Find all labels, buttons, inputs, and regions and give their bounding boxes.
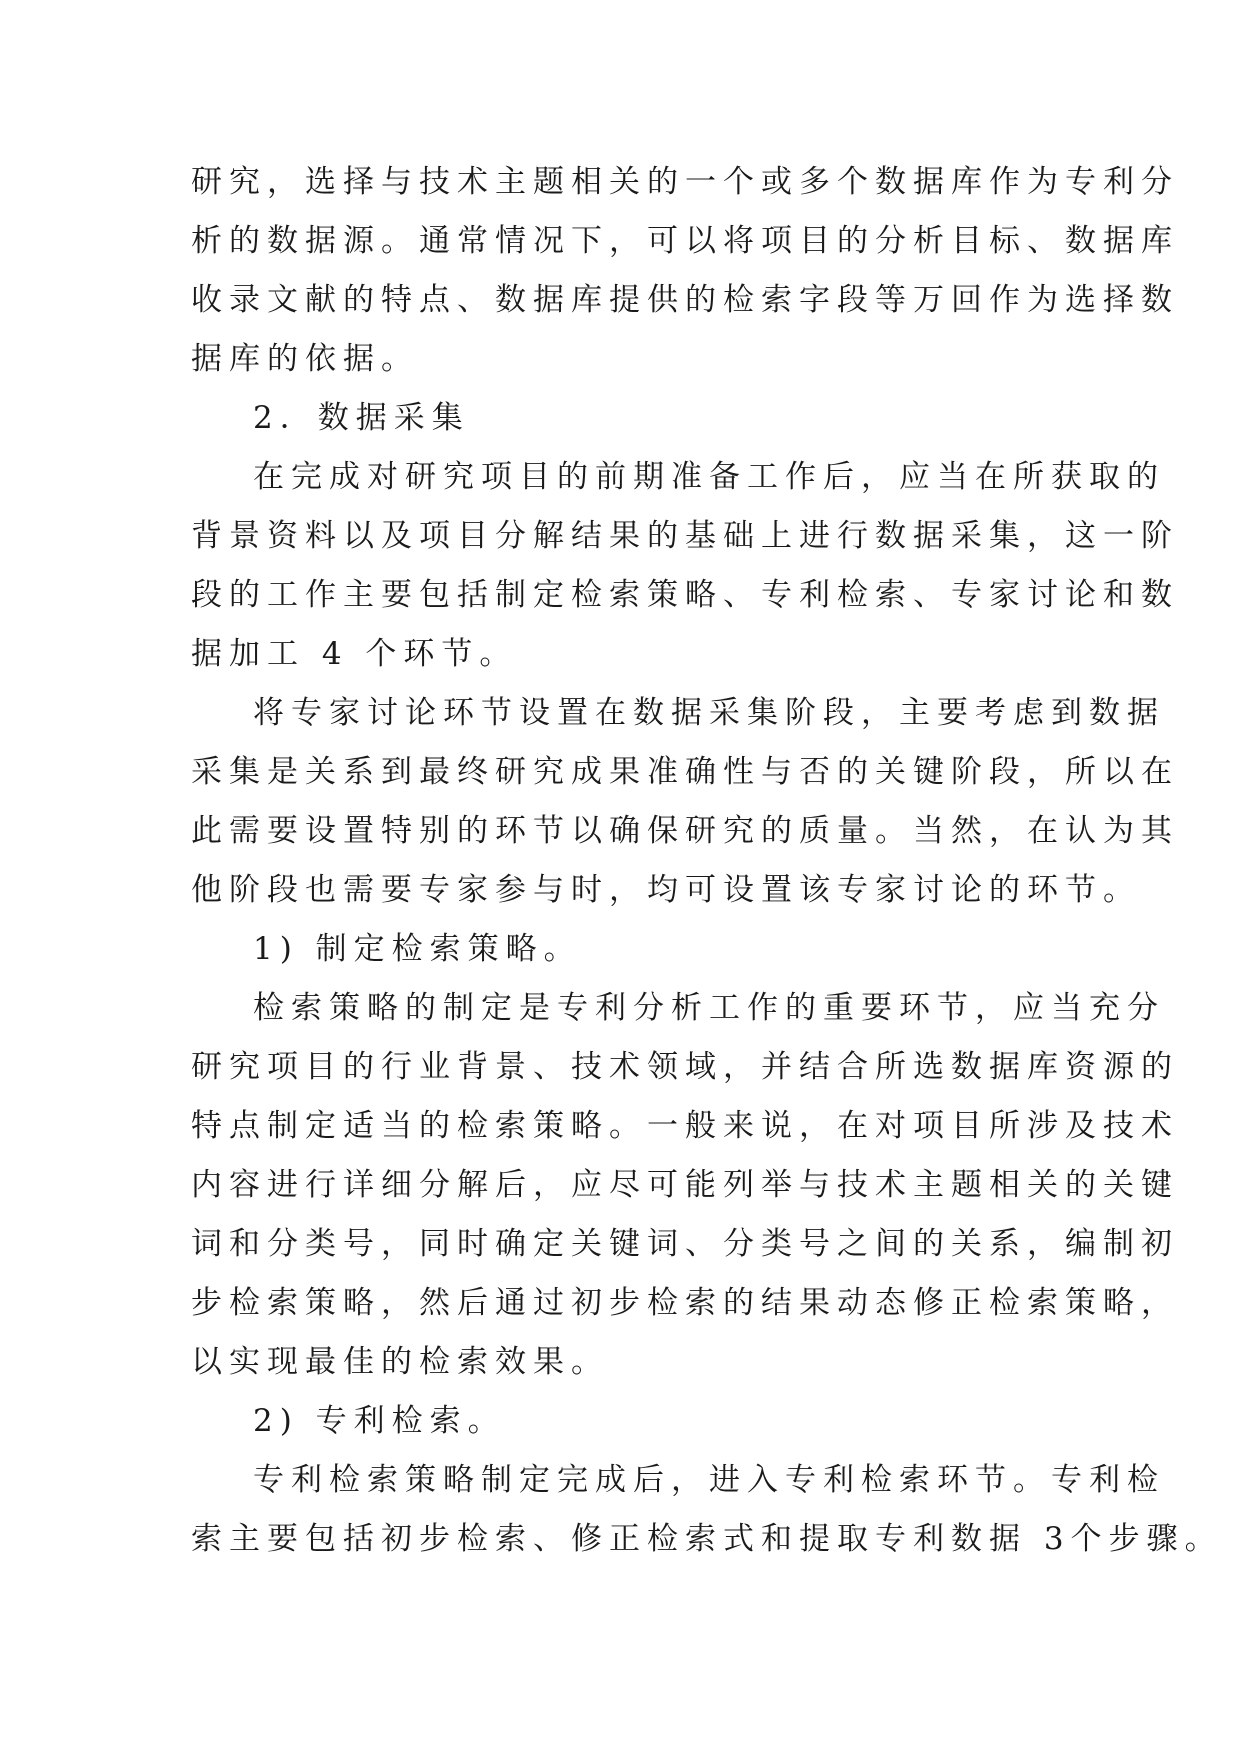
text-line: 此需要设置特别的环节以确保研究的质量。当然，在认为其 (191, 813, 1179, 849)
text-line: 采集是关系到最终研究成果准确性与否的关键阶段，所以在 (191, 754, 1179, 790)
text-line: 内容进行详细分解后，应尽可能列举与技术主题相关的关键 (191, 1167, 1179, 1203)
text-line: 步检索策略，然后通过初步检索的结果动态修正检索策略， (191, 1285, 1179, 1321)
text-line: 1) 制定检索策略。 (253, 931, 582, 967)
text-line: 在完成对研究项目的前期准备工作后，应当在所获取的 (253, 459, 1165, 495)
text-line: 2) 专利检索。 (253, 1403, 506, 1439)
text-line: 将专家讨论环节设置在数据采集阶段，主要考虑到数据 (253, 695, 1165, 731)
text-line: 析的数据源。通常情况下，可以将项目的分析目标、数据库 (191, 223, 1179, 259)
text-line: 2．数据采集 (253, 400, 470, 436)
text-line: 词和分类号，同时确定关键词、分类号之间的关系，编制初 (191, 1226, 1179, 1262)
text-line: 据加工 4 个环节。 (191, 636, 518, 672)
text-line: 段的工作主要包括制定检索策略、专利检索、专家讨论和数 (191, 577, 1179, 613)
text-line: 收录文献的特点、数据库提供的检索字段等万回作为选择数 (191, 282, 1179, 318)
text-line: 以实现最佳的检索效果。 (191, 1344, 609, 1380)
text-line: 特点制定适当的检索策略。一般来说，在对项目所涉及技术 (191, 1108, 1179, 1144)
text-line: 研究项目的行业背景、技术领域，并结合所选数据库资源的 (191, 1049, 1179, 1085)
document-body (191, 153, 1223, 1569)
text-line: 背景资料以及项目分解结果的基础上进行数据采集，这一阶 (191, 518, 1179, 554)
text-line: 检索策略的制定是专利分析工作的重要环节，应当充分 (253, 990, 1165, 1026)
text-line: 研究，选择与技术主题相关的一个或多个数据库作为专利分 (191, 164, 1179, 200)
text-line: 索主要包括初步检索、修正检索式和提取专利数据 3个步骤。 (191, 1521, 1223, 1557)
text-line: 据库的依据。 (191, 341, 419, 377)
text-line: 专利检索策略制定完成后，进入专利检索环节。专利检 (253, 1462, 1165, 1498)
text-line: 他阶段也需要专家参与时，均可设置该专家讨论的环节。 (191, 872, 1141, 908)
